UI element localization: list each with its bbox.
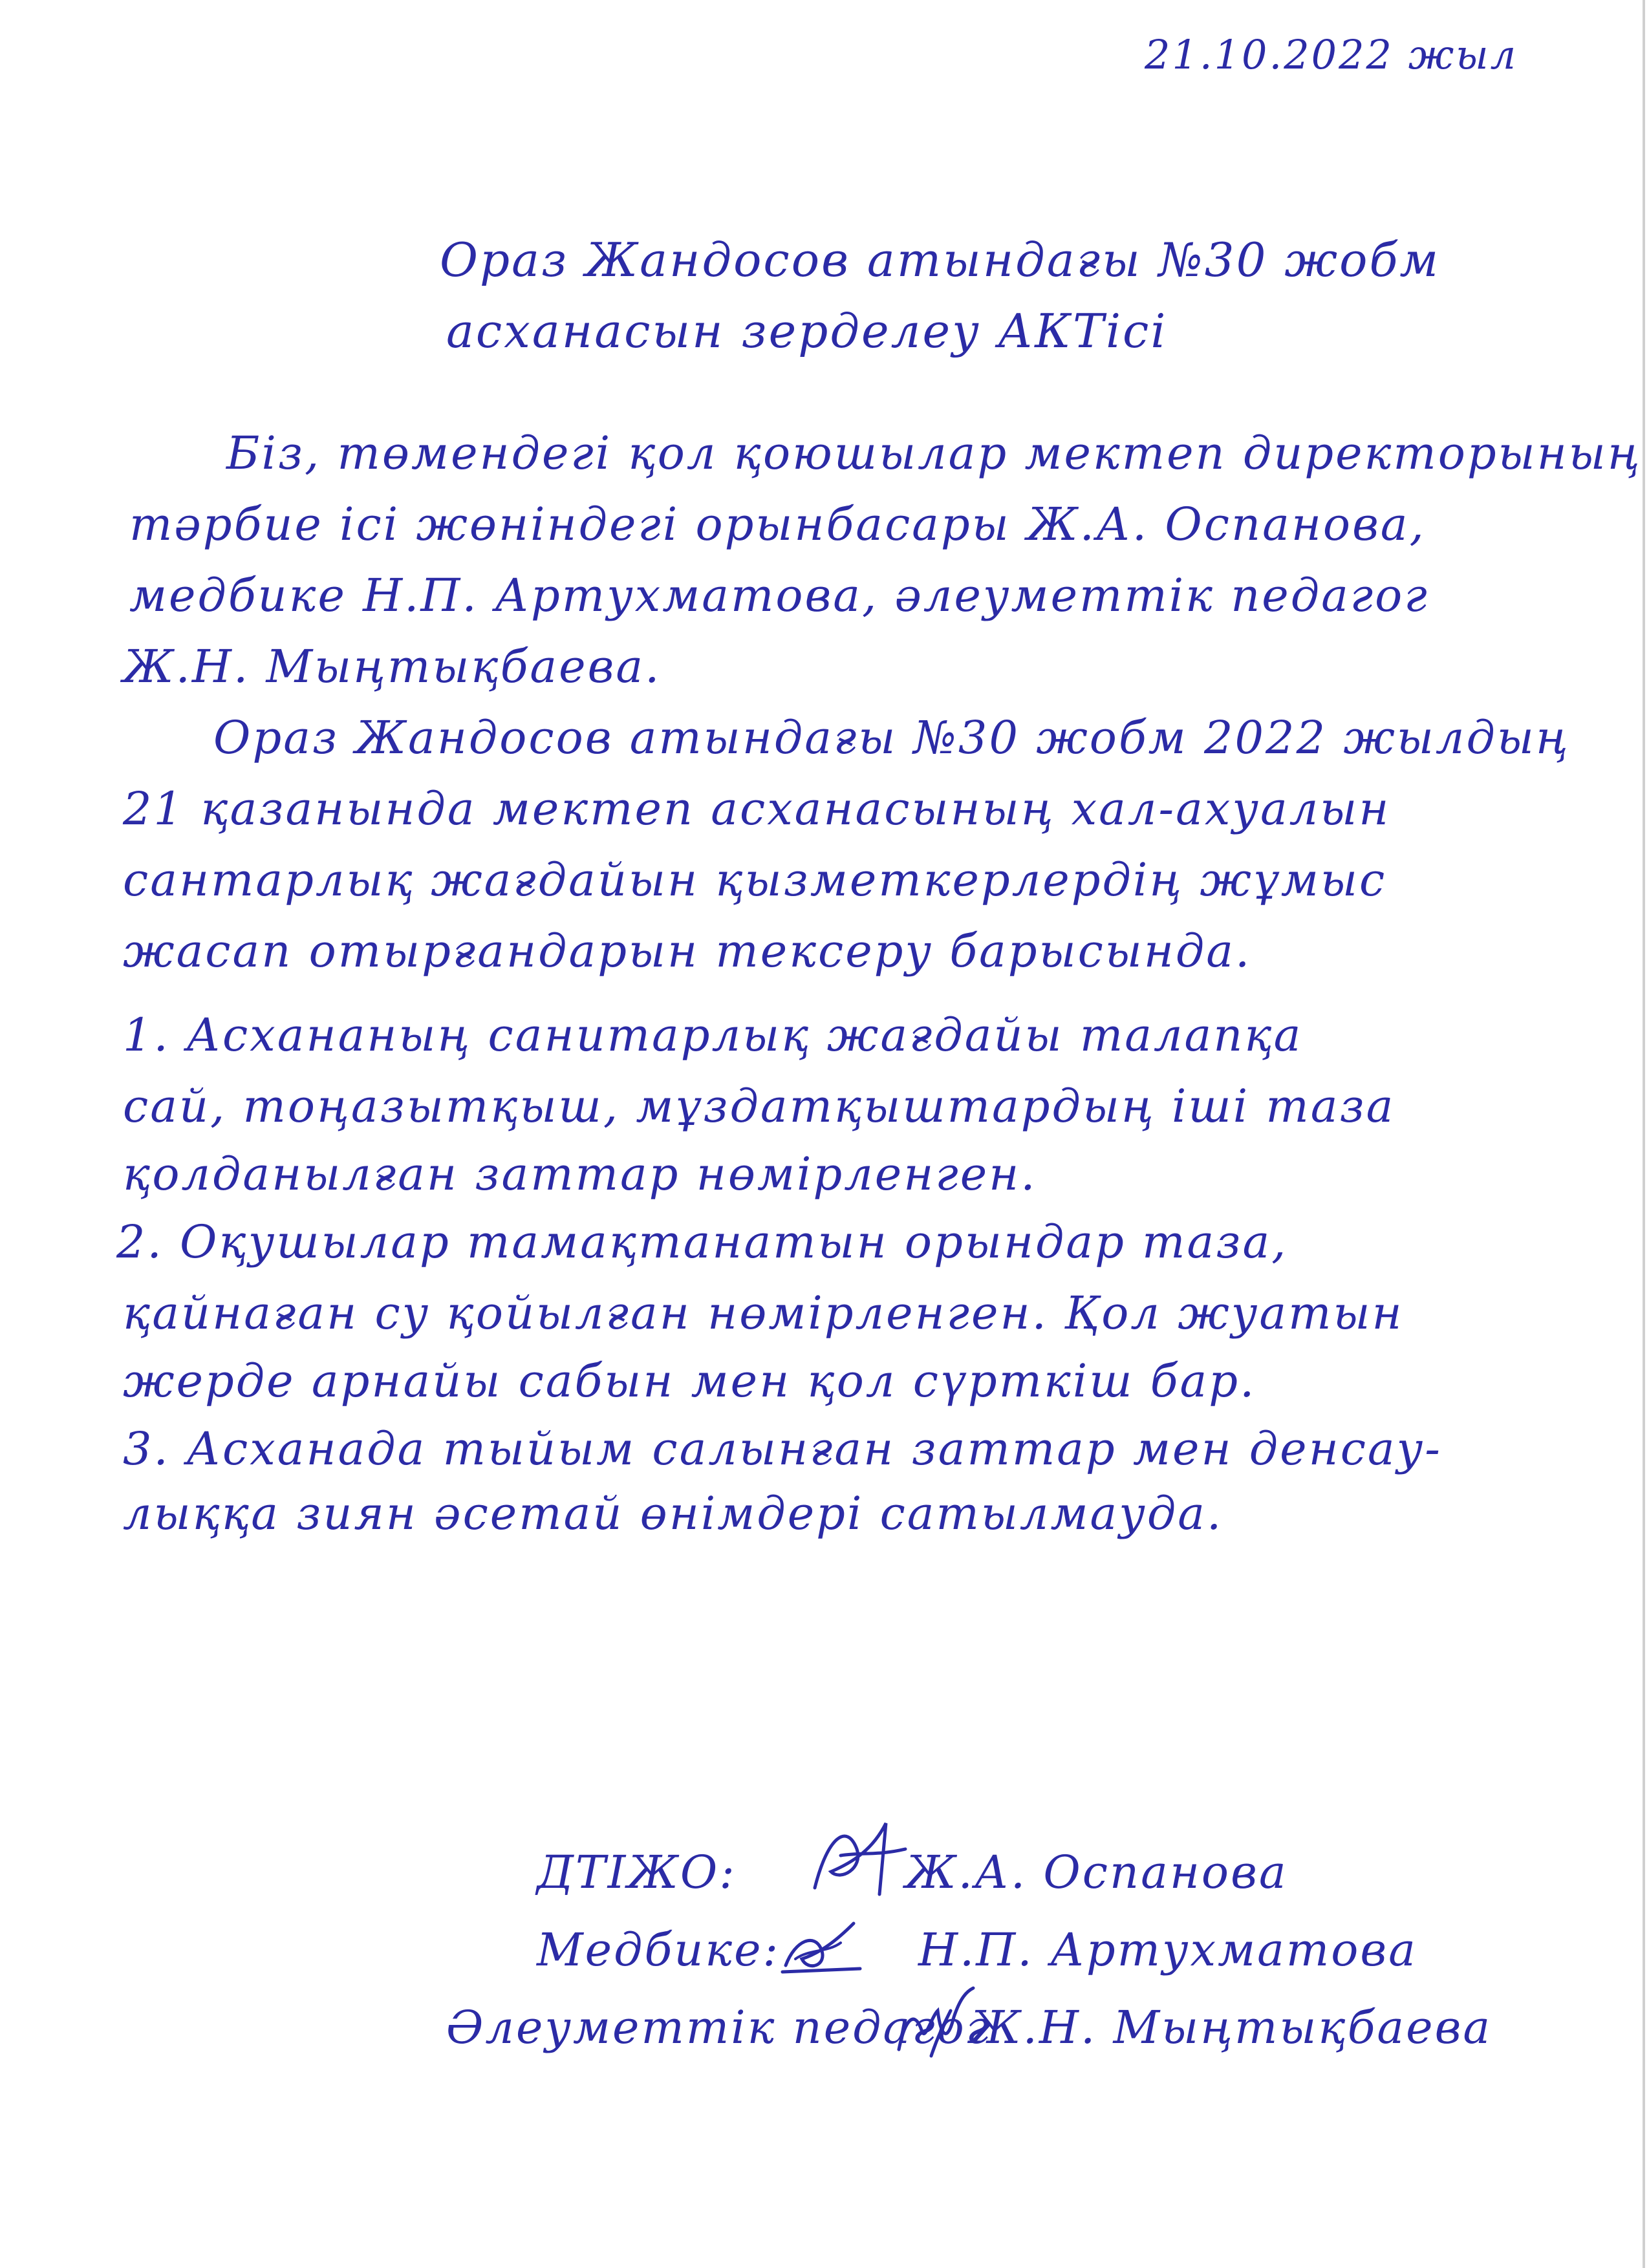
body-line: Ж.Н. Мыңтықбаева.: [123, 640, 662, 693]
body-line: лыққа зиян әсетай өнімдері сатылмауда.: [123, 1487, 1223, 1540]
signature-name-nurse: Н.П. Артухматова: [918, 1923, 1417, 1976]
signature-name-social-pedagogue: Ж.Н. Мыңтықбаева: [970, 2001, 1493, 2054]
body-line: тәрбие ісі жөніндегі орынбасары Ж.А. Оспанова,: [129, 498, 1426, 551]
signature-mark-deputy: [802, 1810, 918, 1907]
signature-role-social-pedagogue: Әлеуметтік педагог: [446, 2001, 991, 2054]
signature-role-deputy: ДТІЖО:: [537, 1846, 737, 1899]
body-line: сай, тоңазытқыш, мұздатқыштардың іші таза: [123, 1080, 1396, 1133]
body-line: 1. Асхананың санитарлық жағдайы талапқа: [123, 1009, 1303, 1062]
body-line: 3. Асханада тыйым салынған заттар мен денсау-: [123, 1422, 1442, 1475]
signature-mark-nurse: [776, 1914, 867, 1985]
body-line: Біз, төмендегі қол қоюшылар мектеп директорының: [226, 427, 1642, 480]
body-line: Ораз Жандосов атындағы №30 жобм 2022 жылдың: [213, 711, 1570, 764]
signature-name-deputy: Ж.А. Оспанова: [905, 1846, 1288, 1899]
document-date: 21.10.2022 жыл: [1145, 31, 1518, 78]
signature-role-nurse: Медбике:: [537, 1923, 781, 1976]
body-line: жерде арнайы сабын мен қол сүрткіш бар.: [123, 1354, 1256, 1407]
body-line: қайнаған су қойылған нөмірленген. Қол жуатын: [123, 1287, 1404, 1340]
signature-mark-social-pedagogue: [886, 1978, 983, 2069]
document-title-line-2: асханасын зерделеу АКТісі: [446, 304, 1168, 358]
body-line: 2. Оқушылар тамақтанатын орындар таза,: [116, 1215, 1288, 1268]
body-line: қолданылған заттар нөмірленген.: [123, 1148, 1037, 1201]
body-line: медбике Н.П. Артухматова, әлеуметтік педагог: [129, 569, 1429, 622]
scan-edge-line: [1643, 0, 1645, 2268]
body-line: сантарлық жағдайын қызметкерлердің жұмыс: [123, 853, 1387, 906]
document-title-line-1: Ораз Жандосов атындағы №30 жобм: [440, 233, 1441, 287]
body-line: жасап отырғандарын тексеру барысында.: [123, 925, 1252, 978]
body-line: 21 қазанында мектеп асханасының хал-ахуалын: [123, 782, 1391, 835]
